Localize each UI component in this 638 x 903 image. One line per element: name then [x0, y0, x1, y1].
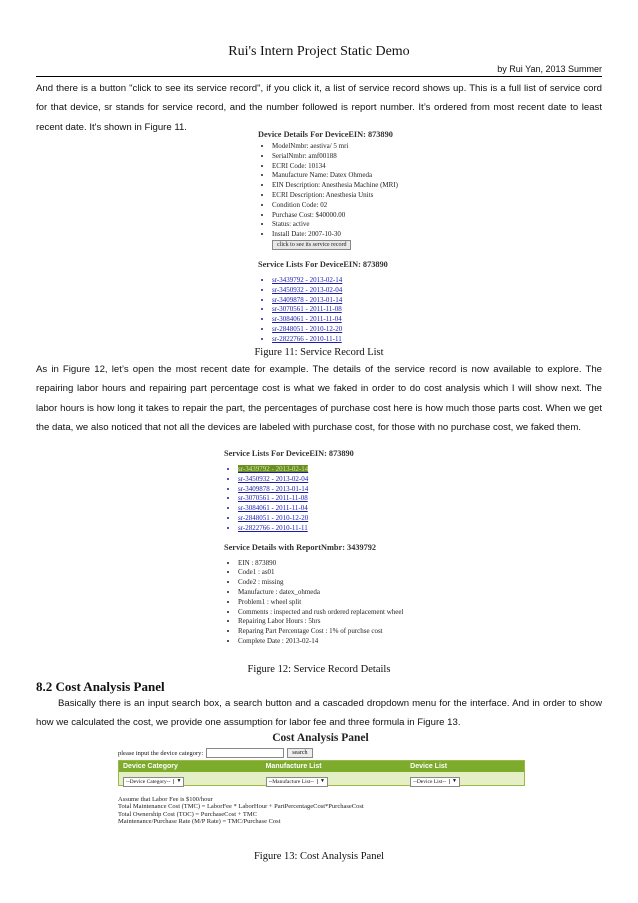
service-detail-item: • EIN : 873890 — [238, 559, 403, 569]
cell-device-list — [406, 770, 524, 788]
paragraph-2: As in Figure 12, let’s open the most recent date for example. The details of the service record is now available to explore. The repairing labor hours and repairing part percentage cost is what we faked in order to do cost analysis which I will show next. The labor hours is how long it takes to repair the part, the percentages of purchase cost here is how much those parts cost. When we get the data, we also noticed that not all the devices are labeled with purchase cost, for those with no purchase cost, we faked them. — [36, 364, 602, 433]
cell-device-category — [119, 770, 262, 788]
service-detail-item: • Reparing Part Percentage Cost : 1% of purchse cost — [238, 627, 403, 637]
column-device-category: Device Category — [123, 763, 178, 770]
device-detail-item: • Install Date: 2007-10-30 — [272, 230, 398, 240]
service-detail-item: • Code1 : as01 — [238, 568, 403, 578]
service-record-link-selected[interactable] — [238, 465, 403, 475]
service-detail-item: • Manufacture : datex_ohmeda — [238, 588, 403, 598]
cost-analysis-panel — [118, 732, 523, 825]
cost-formulas — [118, 796, 523, 825]
cascade-select-row — [119, 772, 524, 785]
formula-line: Total Maintenance Cost (TMC) = LaborFee * LaborHour + PartPercentageCost*PurchaseCost — [118, 803, 364, 811]
paragraph-3: Basically there is an input search box, a search button and a cascaded dropdown menu for the interface. And in order to show how we calculated the cost, we provide one assumption for labor fee and three formula in Figure 13. — [36, 698, 602, 729]
manufacture-list-select[interactable] — [266, 777, 328, 787]
formula-line: Total Ownership Cost (TOC) = PurchaseCost + TMC — [118, 810, 257, 818]
service-record-link[interactable]: • sr-3409878 - 2013-01-14 — [272, 296, 398, 306]
device-list-select[interactable] — [410, 777, 460, 787]
service-record-link[interactable]: • sr-2848051 - 2010-12-20 — [272, 325, 398, 335]
select-value: --Device List-- — [413, 778, 446, 785]
section-heading: 8.2 Cost Analysis Panel — [36, 679, 165, 694]
chevron-down-icon: ▼ — [449, 779, 457, 784]
document-title: Rui's Intern Project Static Demo — [228, 44, 410, 59]
device-detail-item: • ModelNmbr: aestiva/ 5 mri — [272, 142, 398, 152]
service-detail-item: • Code2 : missing — [238, 578, 403, 588]
device-details-heading: Device Details For DeviceEIN: 873890 — [258, 130, 393, 139]
service-record-link[interactable]: • sr-3084061 - 2011-11-04 — [272, 315, 398, 325]
device-detail-item: • ECRI Description: Anesthesia Units — [272, 191, 398, 201]
device-detail-item: • SerialNmbr: amf00188 — [272, 152, 398, 162]
figure-11 — [258, 130, 398, 345]
panel-title: Cost Analysis Panel — [272, 732, 369, 744]
service-record-link[interactable]: • sr-3070561 - 2011-11-08 — [272, 305, 398, 315]
service-details-heading: Service Details with ReportNmbr: 3439792 — [224, 542, 377, 552]
service-record-list — [258, 276, 398, 345]
device-detail-item: • EIN Description: Anesthesia Machine (MRI) — [272, 181, 398, 191]
figure-12-caption: Figure 12: Service Record Details — [247, 664, 391, 675]
service-record-link[interactable]: • sr-3450932 - 2013-02-04 — [272, 286, 398, 296]
service-list-heading: Service Lists For DeviceEIN: 873890 — [258, 259, 388, 269]
service-record-link[interactable]: • sr-3409878 - 2013-01-14 — [238, 485, 403, 495]
service-record-link[interactable]: • sr-3450932 - 2013-02-04 — [238, 475, 403, 485]
device-category-select[interactable] — [123, 777, 184, 787]
column-manufacture-list: Manufacture List — [265, 763, 322, 770]
document-byline: by Rui Yan, 2013 Summer — [497, 64, 602, 74]
chevron-down-icon: ▼ — [317, 779, 325, 784]
service-detail-item: • Comments : inspected and rush ordered replacement wheel — [238, 608, 403, 618]
formula-line: Maintenance/Purchase Rate (M/P Rate) = TMC/Purchase Cost — [118, 817, 281, 825]
search-input[interactable] — [206, 748, 284, 758]
select-value: --Device Category-- — [126, 778, 171, 785]
search-button[interactable]: search — [287, 748, 312, 758]
cell-manufacture-list — [262, 770, 407, 788]
service-record-link[interactable]: • sr-3084061 - 2011-11-04 — [238, 504, 403, 514]
device-detail-item: • Condition Code: 02 — [272, 201, 398, 211]
cascade-table — [118, 760, 525, 786]
select-value: --Manufacture List-- — [268, 778, 314, 785]
chevron-down-icon: ▼ — [173, 779, 181, 784]
service-detail-item: • Repairing Labor Hours : 5hrs — [238, 617, 403, 627]
service-list-heading: Service Lists For DeviceEIN: 873890 — [224, 449, 354, 458]
paragraph-1: And there is a button "click to see its service record", if you click it, a list of service record shows up. This is a full list of service cord for that device, sr stands for service record, and the number followed is report number. It’s ordered from most recent date to least recent date. It's shown in Figure 11. — [36, 83, 602, 133]
device-details-list — [258, 142, 398, 240]
service-record-link[interactable]: • sr-3070561 - 2011-11-08 — [238, 494, 403, 504]
see-service-record-button[interactable]: click to see its service record — [272, 240, 351, 250]
column-device-list: Device List — [410, 763, 448, 770]
service-record-link[interactable]: • sr-2848051 - 2010-12-20 — [238, 514, 403, 524]
service-detail-item: • Problem1 : wheel split — [238, 598, 403, 608]
figure-13-caption: Figure 13: Cost Analysis Panel — [253, 851, 385, 862]
service-record-label: sr-3439792 - 2013-02-14 — [238, 465, 309, 473]
service-record-link[interactable]: • sr-3439792 - 2013-02-14 — [272, 276, 398, 286]
service-record-link[interactable]: • sr-2822766 - 2010-11-11 — [272, 335, 398, 345]
service-record-link[interactable]: • sr-2822766 - 2010-11-11 — [238, 524, 403, 534]
device-detail-item: • Status: active — [272, 220, 398, 230]
figure-11-caption: Figure 11: Service Record List — [254, 347, 384, 358]
search-label: please input the device category: — [118, 749, 204, 757]
service-detail-item: • Complete Date : 2013-02-14 — [238, 637, 403, 647]
header-rule — [36, 76, 602, 77]
search-row — [118, 748, 523, 758]
device-detail-item: • Manufacture Name: Datex Ohmeda — [272, 171, 398, 181]
device-detail-item: • ECRI Code: 10134 — [272, 162, 398, 172]
figure-12 — [224, 449, 403, 647]
service-details-list — [224, 559, 403, 647]
formula-line: Assume that Labor Fee is $100/hour — [118, 796, 213, 803]
service-record-list — [224, 465, 403, 534]
device-detail-item: • Purchase Cost: $40000.00 — [272, 211, 398, 221]
